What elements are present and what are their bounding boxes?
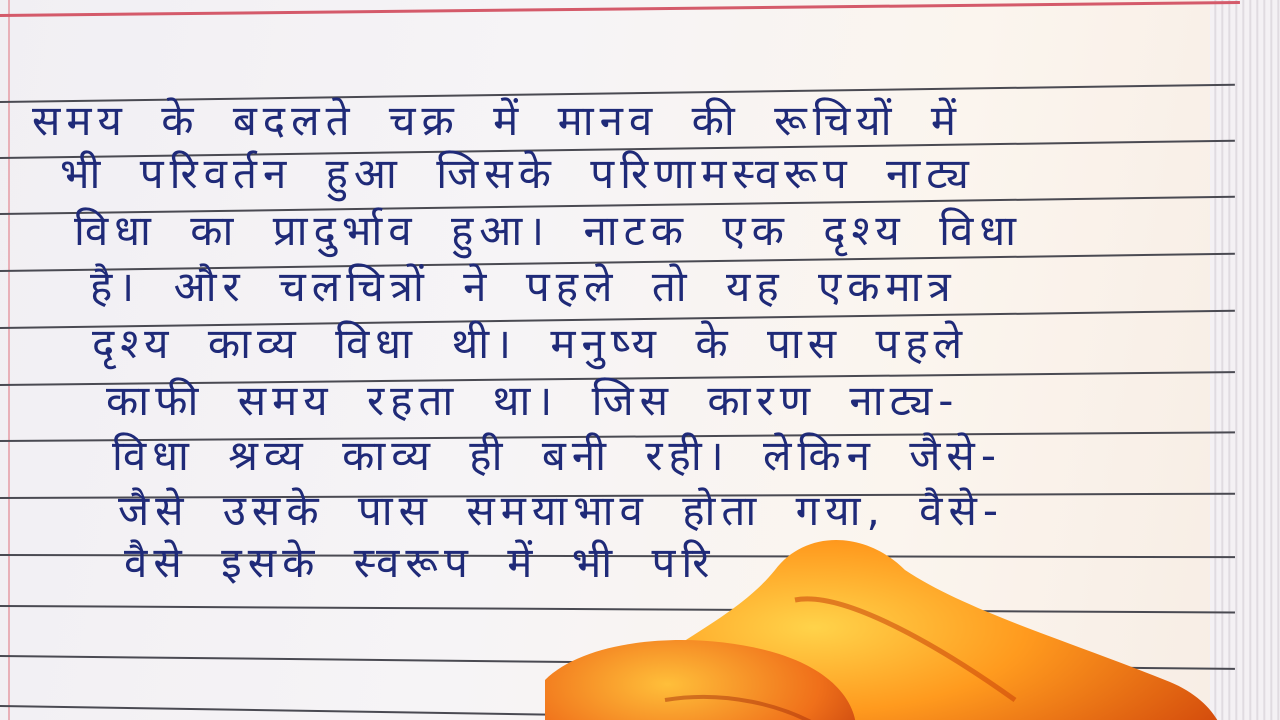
text-line-7: विधा श्रव्य काव्य ही बनी रही। लेकिन जैसे-: [112, 431, 1002, 480]
text-line-4: है। और चलचित्रों ने पहले तो यह एकमात्र: [90, 262, 957, 311]
hand-holding-pen: [545, 530, 1245, 720]
text-line-1: समय के बदलते चक्र में मानव की रूचियों में: [32, 96, 962, 145]
text-line-5: दृश्य काव्य विधा थी। मनुष्य के पास पहले: [92, 319, 969, 368]
text-line-6: काफी समय रहता था। जिस कारण नाट्य-: [106, 376, 960, 425]
text-line-9: वैसे इसके स्वरूप में भी परि: [124, 538, 716, 587]
text-line-8: जैसे उसके पास समयाभाव होता गया, वैसे-: [118, 486, 1005, 535]
text-line-3: विधा का प्रादुर्भाव हुआ। नाटक एक दृश्य विधा: [74, 206, 1023, 255]
text-line-2: भी परिवर्तन हुआ जिसके परिणामस्वरूप नाट्य: [60, 149, 975, 198]
